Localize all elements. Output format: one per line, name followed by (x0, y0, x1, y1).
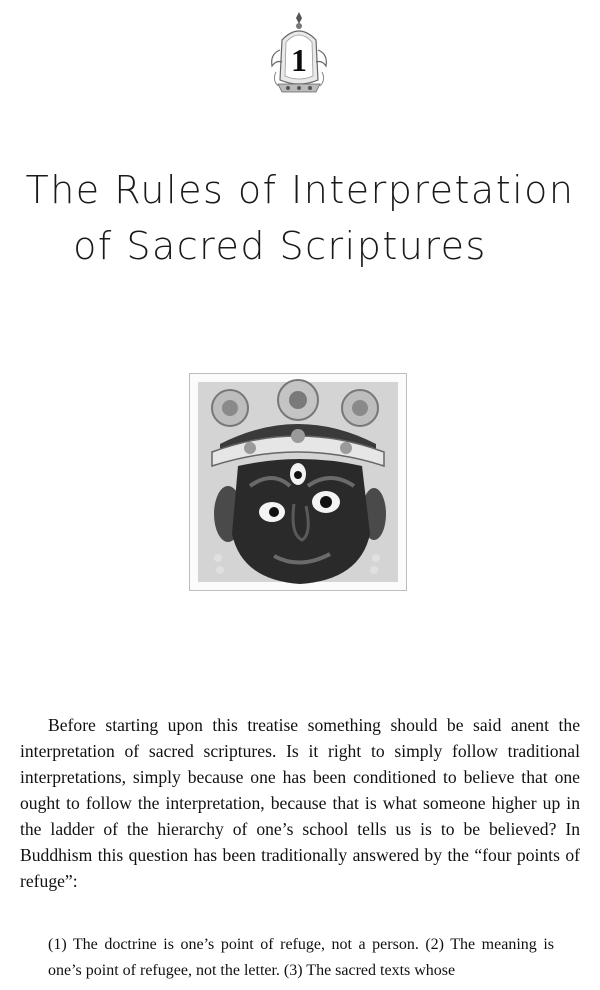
chapter-ornament (264, 10, 334, 100)
four-points-quote (48, 932, 554, 984)
chapter-title-line-1: The Rules of Interpretation (25, 168, 575, 212)
chapter-number: 1 (291, 42, 307, 78)
deity-face-icon (190, 374, 406, 590)
chapter-title-line-2: of Sacred Scriptures (73, 224, 487, 268)
deity-illustration (189, 373, 407, 591)
body-paragraph (20, 712, 580, 894)
quote-text: (1) The doctrine is one’s point of refuge, not a person. (2) The meaning is one’s point of refugee, not the letter. (3) The sacred texts whose (48, 936, 554, 979)
chapter-title (0, 162, 600, 274)
paragraph-1: Before starting upon this treatise something should be said anent the interpretation of sacred scriptures. Is it right to simply follow traditional interpretations, simply because one has been conditioned to believe that one ought to follow the interpretation, because that is what someone higher up in the ladder of the hierarchy of one’s school tells us is to be believed? In Buddhism this question has been traditionally answered by the “four points of refuge”: (20, 715, 580, 891)
